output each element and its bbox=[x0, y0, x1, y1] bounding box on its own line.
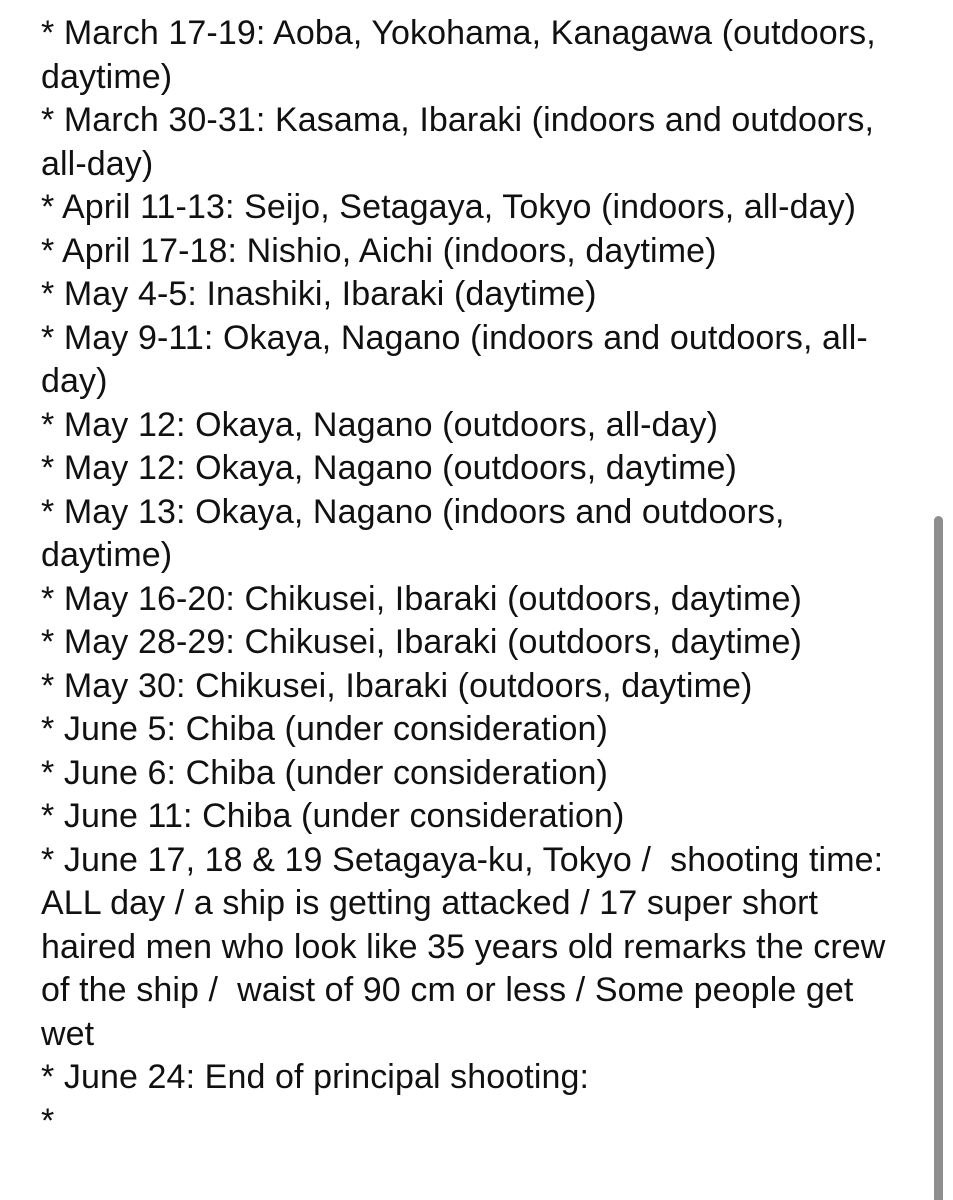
note-line-may-30: * May 30: Chikusei, Ibaraki (outdoors, daytime) bbox=[41, 666, 753, 705]
note-line-june-17-18-19: * June 17, 18 & 19 Setagaya-ku, Tokyo / shooting time: ALL day / a ship is getting attacked / 17 super short haired men who look like 35 years old remarks the crew of the ship / waist of 90 cm or less / Some people get wet bbox=[41, 840, 895, 1053]
note-line-march-17-19: * March 17-19: Aoba, Yokohama, Kanagawa (outdoors, daytime) bbox=[41, 14, 886, 96]
note-line-june-11: * June 11: Chiba (under consideration) bbox=[41, 797, 625, 835]
note-line-may-16-20: * May 16-20: Chikusei, Ibaraki (outdoors, daytime) bbox=[41, 579, 802, 618]
note-line-may-28-29: * May 28-29: Chikusei, Ibaraki (outdoors, daytime) bbox=[41, 623, 802, 661]
note-line-may-12-all-day: * May 12: Okaya, Nagano (outdoors, all-day) bbox=[41, 405, 719, 444]
note-line-june-6: * June 6: Chiba (under consideration) bbox=[41, 753, 608, 792]
note-line-may-9-11: * May 9-11: Okaya, Nagano (indoors and outdoors, all-day) bbox=[41, 318, 868, 400]
note-line-may-13: * May 13: Okaya, Nagano (indoors and outdoors, daytime) bbox=[41, 492, 795, 574]
vertical-scrollbar[interactable] bbox=[934, 516, 943, 1200]
note-line-empty-bullet: * bbox=[41, 1101, 55, 1140]
note-line-april-11-13: * April 11-13: Seijo, Setagaya, Tokyo (indoors, all-day) bbox=[41, 188, 857, 226]
note-line-may-4-5: * May 4-5: Inashiki, Ibaraki (daytime) bbox=[41, 275, 597, 313]
note-line-june-5: * June 5: Chiba (under consideration) bbox=[41, 710, 608, 748]
note-line-april-17-18: * April 17-18: Nishio, Aichi (indoors, daytime) bbox=[41, 231, 717, 270]
note-line-may-12-daytime: * May 12: Okaya, Nagano (outdoors, daytime) bbox=[41, 449, 737, 487]
note-text-body[interactable] bbox=[41, 12, 911, 1143]
note-line-march-30-31: * March 30-31: Kasama, Ibaraki (indoors and outdoors, all-day) bbox=[41, 101, 884, 183]
note-line-june-24: * June 24: End of principal shooting: bbox=[41, 1058, 590, 1096]
